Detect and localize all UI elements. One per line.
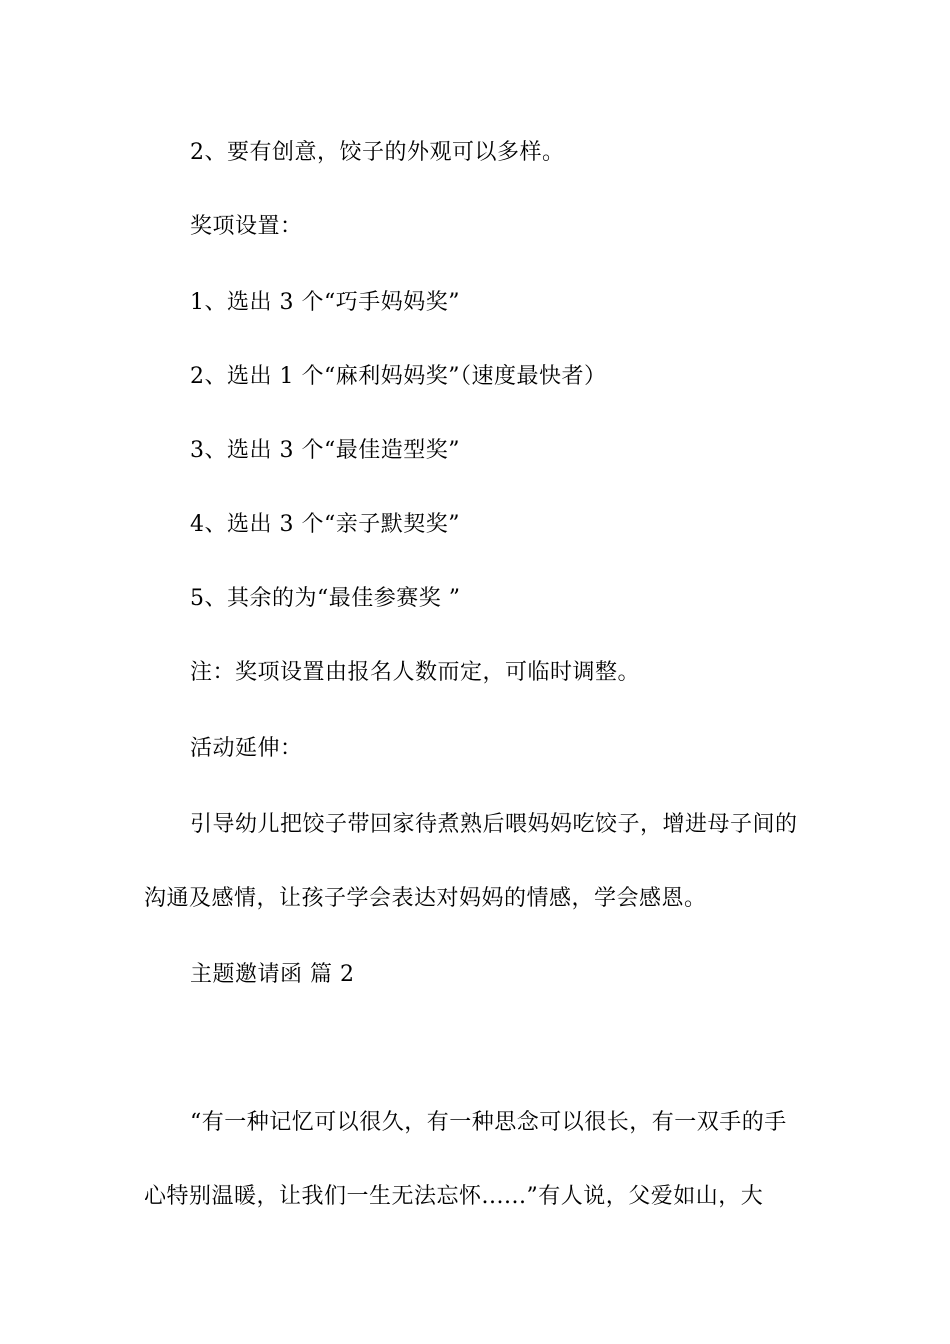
extension-paragraph-line-1: 引导幼儿把饺子带回家待煮熟后喂妈妈吃饺子，增进母子间的 <box>190 812 798 837</box>
quote-paragraph-line-2: 心特别温暖，让我们一生无法忘怀......”有人说，父爱如山，大 <box>144 1184 764 1209</box>
award-item-1: 1、选出 3 个“巧手妈妈奖” <box>190 290 460 315</box>
award-note: 注：奖项设置由报名人数而定，可临时调整。 <box>190 660 641 685</box>
award-item-2: 2、选出 1 个“麻利妈妈奖”（速度最快者） <box>190 364 607 389</box>
award-item-5: 5、其余的为“最佳参赛奖 ” <box>190 586 461 611</box>
extension-paragraph-line-2: 沟通及感情，让孩子学会表达对妈妈的情感，学会感恩。 <box>144 886 707 911</box>
section-heading: 主题邀请函 篇 2 <box>190 962 355 987</box>
award-item-4: 4、选出 3 个“亲子默契奖” <box>190 512 460 537</box>
paragraph-creativity-rule: 2、要有创意，饺子的外观可以多样。 <box>190 140 565 165</box>
award-item-3: 3、选出 3 个“最佳造型奖” <box>190 438 460 463</box>
heading-award-settings: 奖项设置： <box>190 214 303 239</box>
heading-activity-extension: 活动延伸： <box>190 736 303 761</box>
quote-paragraph-line-1: “有一种记忆可以很久，有一种思念可以很长，有一双手的手 <box>190 1110 787 1135</box>
